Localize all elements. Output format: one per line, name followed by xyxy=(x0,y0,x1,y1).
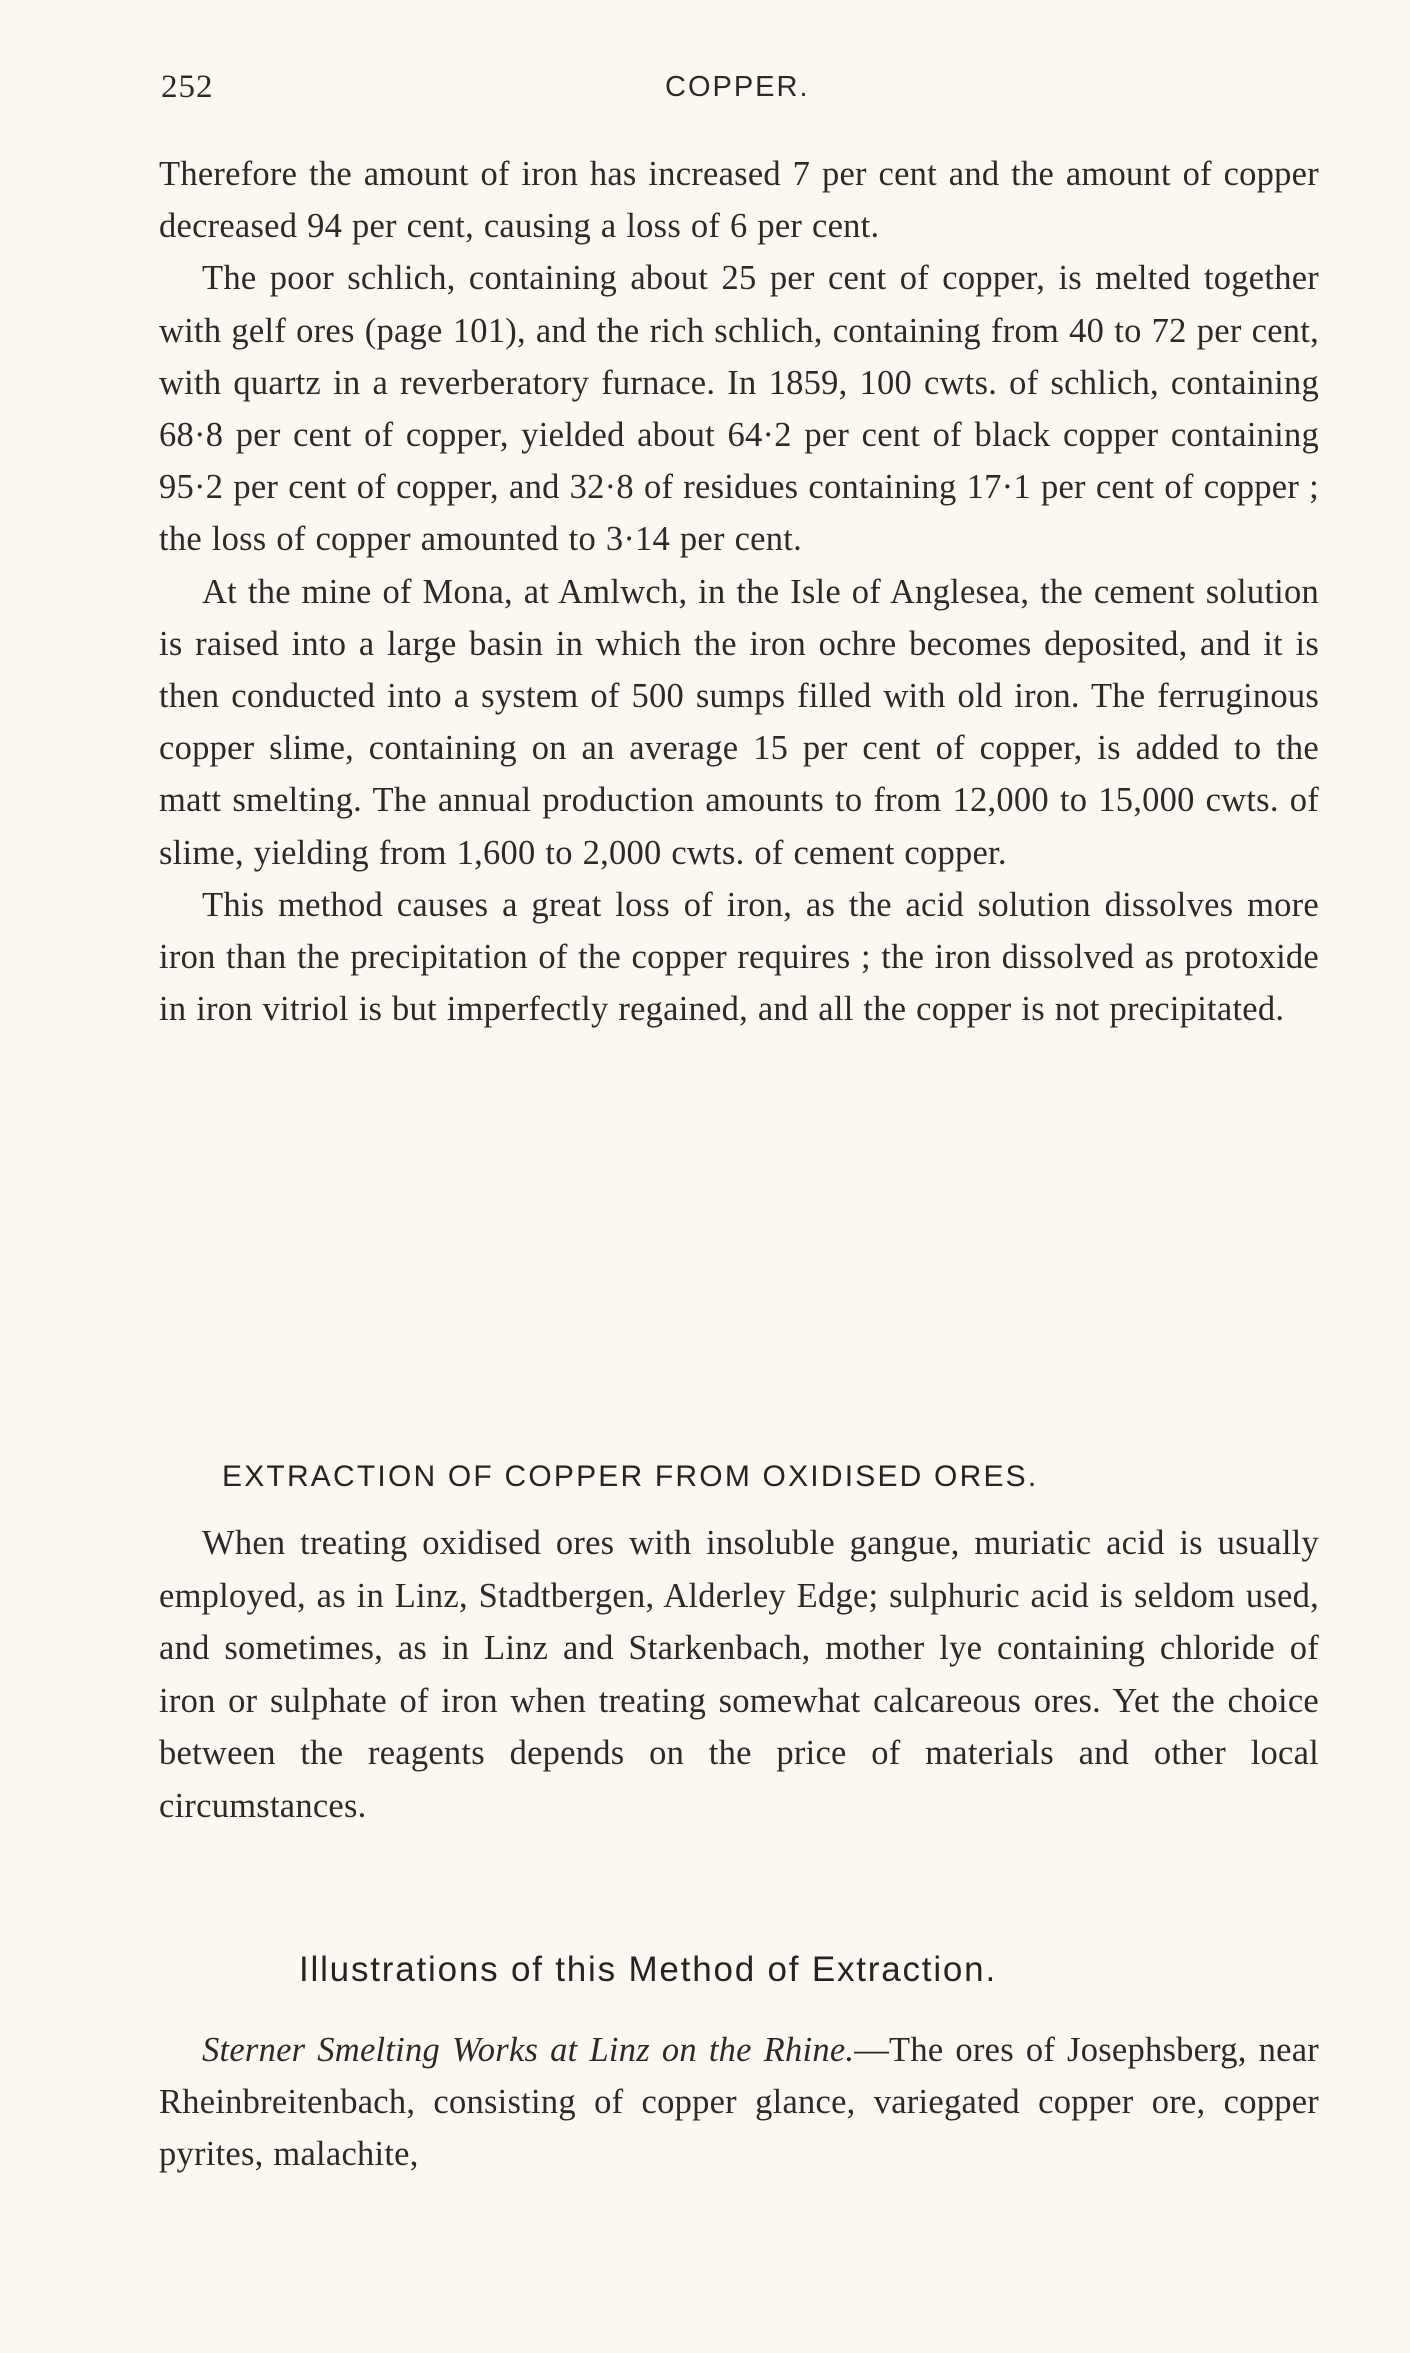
subsection-heading: Illustrations of this Method of Extraction. xyxy=(299,1950,997,1989)
subsection-paragraph xyxy=(159,2024,1319,2180)
paragraph-iron-loss: Therefore the amount of iron has increased 7 per cent and the amount of copper decreased 94 per cent, causing a loss of 6 per cent. xyxy=(159,155,1319,246)
paragraph-mona-mine: At the mine of Mona, at Amlwch, in the Isle of Anglesea, the cement solution is raised into a large basin in which the iron ochre becomes deposited, and it is then conducted into a system of 500 sumps filled with old iron. The ferruginous copper slime, containing on an average 15 per cent of copper, is added to the matt smelting. The annual production amounts to from 12,000 to 15,000 cwts. of slime, yielding from 1,600 to 2,000 cwts. of cement copper. xyxy=(159,572,1319,872)
page-header xyxy=(0,62,1410,112)
paragraph-linz-works xyxy=(159,2024,1319,2180)
paragraph-linz-text: —The ores of Josephsberg, near Rheinbreitenbach, consisting of copper glance, variegated copper ore, copper pyrites, malachite, xyxy=(159,2031,1319,2173)
running-title: COPPER. xyxy=(665,71,810,103)
section-paragraph xyxy=(159,1517,1319,1832)
paragraph-schlich-smelting: The poor schlich, containing about 25 per cent of copper, is melted together with gelf ores (page 101), and the rich schlich, containing from 40 to 72 per cent, with quartz in a reverberatory furnace. In 1859, 100 cwts. of schlich, containing 68·8 per cent of copper, yielded about 64·2 per cent of black copper containing 95·2 per cent of copper, and 32·8 of residues containing 17·1 per cent of copper ; the loss of copper amounted to 3·14 per cent. xyxy=(159,259,1319,559)
section-heading: EXTRACTION OF COPPER FROM OXIDISED ORES. xyxy=(222,1460,1039,1493)
paragraph-oxidised-ores: When treating oxidised ores with insoluble gangue, muriatic acid is usually employed, as in Linz, Stadtbergen, Alderley Edge; sulphuric acid is seldom used, and sometimes, as in Linz and Starkenbach, mother lye containing chloride of iron or sulphate of iron when treating somewhat calcareous ores. Yet the choice between the reagents depends on the price of materials and other local circumstances. xyxy=(159,1524,1319,1825)
main-text xyxy=(159,148,1319,1035)
page-number: 252 xyxy=(161,69,214,105)
paragraph-method-loss: This method causes a great loss of iron, as the acid solution dissolves more iron than the precipitation of the copper requires ; the iron dissolved as protoxide in iron vitriol is but imperfectly regained, and all the copper is not precipitated. xyxy=(159,885,1319,1029)
italic-lead: Sterner Smelting Works at Linz on the Rhine. xyxy=(202,2031,855,2069)
